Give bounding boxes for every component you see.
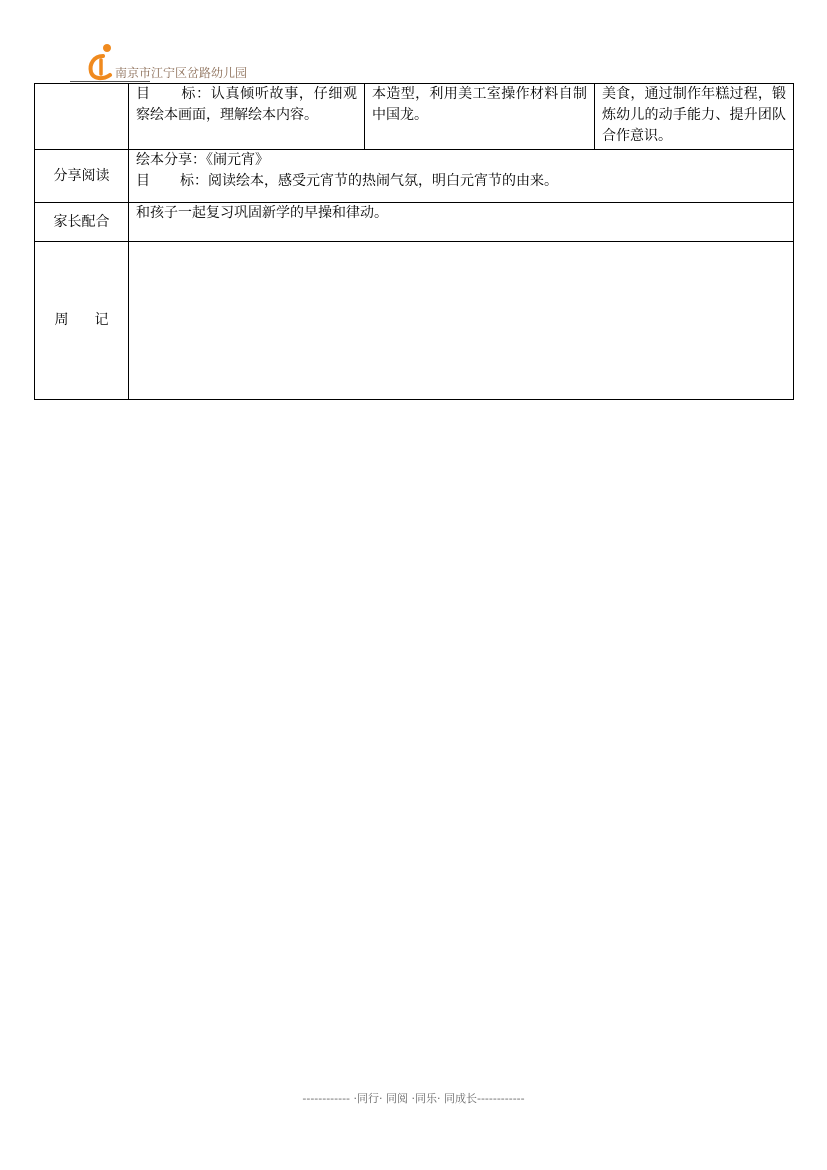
page-header [86,42,486,82]
weekly-label-char-2: 记 [94,312,109,328]
weekly-label-char-1: 周 [54,312,69,328]
reading-goal-line [136,171,786,192]
table-row-weekly-notes [35,242,794,400]
parent-cooperation-content: 和孩子一起复习巩固新学的早操和律动。 [129,203,794,242]
page-footer: ------------ ·同行· 同阅 ·同乐· 同成长------------ [302,1092,525,1105]
goal-prefix: 目 [136,86,151,102]
activity-cell-art: 本造型，利用美工室操作材料自制中国龙。 [365,84,595,150]
weekly-plan-table [34,83,794,400]
shared-reading-content [129,150,794,203]
header-divider [70,81,150,82]
row-label-shared-reading: 分享阅读 [35,150,129,203]
row-label-parent-cooperation: 家长配合 [35,203,129,242]
activity-cell-food: 美食，通过制作年糕过程，锻炼幼儿的动手能力、提升团队合作意识。 [595,84,794,150]
row-label-empty [35,84,129,150]
goal-text: 标：阅读绘本，感受元宵节的热闹气氛，明白元宵节的由来。 [180,173,558,189]
table-row-parent-cooperation [35,203,794,242]
activity-cell-story [129,84,365,150]
goal-prefix: 目 [136,173,150,189]
kindergarten-logo-icon [86,42,118,82]
school-name: 南京市江宁区岔路幼儿园 [115,66,248,80]
book-title-line: 绘本分享：《闹元宵》 [136,152,269,168]
table-row-activities-continued [35,84,794,150]
table-row-shared-reading [35,150,794,203]
goal-text: 标：认真倾听故事，仔细观察绘本画面，理解绘本内容。 [136,86,358,123]
row-label-weekly-notes [35,242,129,400]
weekly-notes-content [129,242,794,400]
